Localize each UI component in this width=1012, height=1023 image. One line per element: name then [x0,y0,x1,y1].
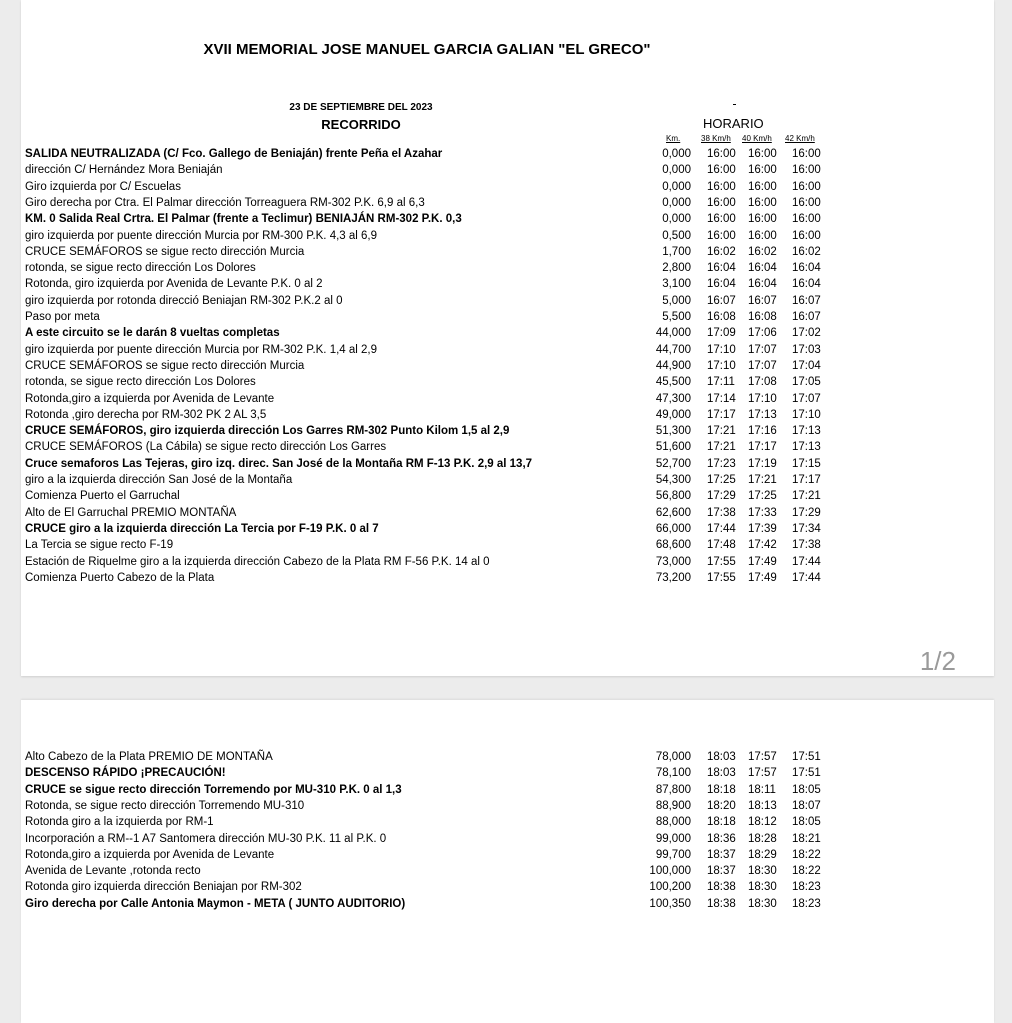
time-42kmh: 17:07 [792,392,821,405]
time-38kmh: 17:38 [707,506,736,519]
time-40kmh: 17:16 [748,425,777,438]
time-38kmh: 17:17 [707,408,736,421]
time-40kmh: 17:06 [748,327,777,340]
route-step-description: CRUCE SEMÁFOROS se sigue recto dirección Murcia [25,359,305,372]
route-step-description: Rotonda,giro a izquierda por Avenida de Levante [25,848,275,861]
route-step-description: Incorporación a RM--1 A7 Santomera dirección MU-30 P.K. 11 al P.K. 0 [25,832,387,845]
distance-km: 51,600 [655,441,691,454]
time-40kmh: 17:42 [748,539,777,552]
table-row [25,162,845,178]
time-38kmh: 16:00 [707,180,736,193]
time-42kmh: 16:04 [792,278,821,291]
time-40kmh: 17:49 [748,555,777,568]
time-42kmh: 17:38 [792,539,821,552]
time-40kmh: 17:33 [748,506,777,519]
time-38kmh: 17:29 [707,490,736,503]
time-42kmh: 18:05 [792,816,821,829]
distance-km: 73,200 [655,571,691,584]
time-40kmh: 17:57 [748,767,777,780]
distance-km: 100,200 [649,881,691,894]
time-42kmh: 17:17 [792,474,821,486]
table-row [25,814,845,830]
time-42kmh: 16:00 [792,229,821,242]
table-row [25,260,845,276]
time-42kmh: 18:21 [792,832,821,845]
time-38kmh: 17:09 [707,327,736,340]
table-row [25,423,845,439]
table-row [25,765,845,781]
time-38kmh: 16:04 [707,262,736,275]
time-40kmh: 18:28 [748,832,777,845]
time-42kmh: 16:00 [792,213,821,226]
table-row [25,749,845,765]
time-38kmh: 17:55 [707,571,736,584]
time-40kmh: 17:39 [748,522,777,535]
route-step-description: Rotonda giro a la izquierda por RM-1 [25,816,214,829]
distance-km: 88,900 [655,799,691,812]
route-step-description: Comienza Puerto el Garruchal [25,490,180,503]
route-step-description: KM. 0 Salida Real Crtra. El Palmar (frente a Teclimur) BENIAJÁN RM-302 P.K. 0,3 [25,213,462,226]
route-step-description: Rotonda,giro a izquierda por Avenida de Levante [25,392,275,405]
time-42kmh: 17:51 [792,767,821,780]
table-row [25,146,845,162]
table-row [25,293,845,309]
distance-km: 54,300 [655,474,691,486]
table-row [25,179,845,195]
distance-km: 56,800 [655,490,691,503]
time-42kmh: 17:13 [792,425,821,438]
time-38kmh: 17:21 [707,441,736,454]
route-step-description: Alto de El Garruchal PREMIO MONTAÑA [25,506,237,519]
table-row [25,211,845,227]
distance-km: 99,000 [655,832,691,845]
column-header-42kmh: 42 Km/h [785,134,815,143]
distance-km: 44,000 [655,327,691,340]
time-42kmh: 18:07 [792,799,821,812]
time-38kmh: 16:00 [707,229,736,242]
time-38kmh: 16:00 [707,213,736,226]
time-40kmh: 17:25 [748,490,777,503]
time-40kmh: 16:00 [748,229,777,242]
time-42kmh: 17:34 [792,522,821,535]
time-42kmh: 17:29 [792,506,821,519]
distance-km: 5,000 [662,294,691,307]
time-38kmh: 18:38 [707,897,736,910]
time-40kmh: 16:08 [748,311,777,323]
table-row [25,391,845,407]
distance-km: 99,700 [655,848,691,861]
time-40kmh: 17:19 [748,457,777,470]
time-38kmh: 18:36 [707,832,736,845]
time-38kmh: 17:10 [707,359,736,372]
time-42kmh: 17:44 [792,555,821,568]
time-38kmh: 17:44 [707,522,736,535]
distance-km: 100,000 [649,865,691,878]
distance-km: 0,000 [662,180,691,193]
distance-km: 78,000 [655,751,691,763]
time-42kmh: 16:00 [792,180,821,193]
time-40kmh: 17:21 [748,474,777,486]
time-38kmh: 16:04 [707,278,736,291]
distance-km: 49,000 [655,408,691,421]
table-row [25,570,845,586]
route-step-description: La Tercia se sigue recto F-19 [25,539,174,552]
distance-km: 2,800 [662,262,691,275]
event-date: 23 DE SEPTIEMBRE DEL 2023 [289,102,433,113]
column-header-38kmh: 38 Km/h [701,134,731,143]
time-40kmh: 18:30 [748,897,777,910]
time-38kmh: 17:11 [707,376,735,389]
route-step-description: Giro derecha por Ctra. El Palmar dirección Torreaguera RM-302 P.K. 6,9 al 6,3 [25,196,425,209]
time-42kmh: 16:00 [792,148,821,160]
table-row [25,407,845,423]
table-row [25,325,845,341]
distance-km: 87,800 [655,783,691,796]
time-40kmh: 17:07 [748,343,777,356]
time-38kmh: 17:10 [707,343,736,356]
time-42kmh: 16:00 [792,196,821,209]
route-step-description: A este circuito se le darán 8 vueltas completas [25,327,280,340]
table-row [25,244,845,260]
time-40kmh: 16:00 [748,148,777,160]
table-row [25,276,845,292]
time-38kmh: 18:20 [707,799,736,812]
distance-km: 66,000 [655,522,691,535]
route-heading: RECORRIDO [321,117,401,132]
route-step-description: Rotonda giro izquierda dirección Beniajan por RM-302 [25,881,302,894]
header-mark [733,104,736,105]
route-step-description: CRUCE SEMÁFOROS (La Cábila) se sigue recto dirección Los Garres [25,441,387,454]
route-step-description: Alto Cabezo de la Plata PREMIO DE MONTAÑA [25,751,273,763]
time-40kmh: 16:00 [748,180,777,193]
time-42kmh: 17:03 [792,343,821,356]
time-38kmh: 18:37 [707,848,736,861]
distance-km: 47,300 [655,392,691,405]
document-page-2 [21,700,994,1023]
time-42kmh: 17:15 [792,457,821,470]
route-step-description: CRUCE se sigue recto dirección Torremendo por MU-310 P.K. 0 al 1,3 [25,783,402,796]
table-row [25,472,845,488]
time-42kmh: 17:44 [792,571,821,584]
schedule-heading: HORARIO [703,116,764,131]
time-40kmh: 16:00 [748,196,777,209]
time-38kmh: 16:00 [707,196,736,209]
time-42kmh: 17:04 [792,359,821,372]
route-step-description: dirección C/ Hernández Mora Beniaján [25,164,223,177]
distance-km: 0,000 [662,213,691,226]
route-step-description: CRUCE SEMÁFOROS se sigue recto dirección Murcia [25,245,305,258]
distance-km: 88,000 [655,816,691,829]
table-row [25,228,845,244]
table-row [25,505,845,521]
time-38kmh: 18:37 [707,865,736,878]
distance-km: 68,600 [655,539,691,552]
route-step-description: Rotonda, giro izquierda por Avenida de Levante P.K. 0 al 2 [25,278,323,291]
table-row [25,537,845,553]
time-38kmh: 18:38 [707,881,736,894]
time-42kmh: 17:13 [792,441,821,454]
time-40kmh: 18:12 [748,816,777,829]
time-42kmh: 18:23 [792,881,821,894]
distance-km: 1,700 [662,245,691,258]
table-row [25,847,845,863]
column-header-40kmh: 40 Km/h [742,134,772,143]
route-step-description: giro a la izquierda dirección San José de la Montaña [25,474,293,486]
table-row [25,782,845,798]
time-38kmh: 17:21 [707,425,736,438]
time-42kmh: 17:05 [792,376,821,389]
table-row [25,439,845,455]
time-38kmh: 18:18 [707,783,736,796]
time-38kmh: 16:00 [707,148,736,160]
time-42kmh: 17:21 [792,490,821,503]
route-step-description: Paso por meta [25,311,100,323]
distance-km: 52,700 [655,457,691,470]
time-42kmh: 18:05 [792,783,821,796]
distance-km: 73,000 [655,555,691,568]
time-38kmh: 16:08 [707,311,736,323]
time-40kmh: 17:13 [748,408,777,421]
table-row [25,554,845,570]
page-indicator: 1/2 [919,646,956,676]
time-40kmh: 16:00 [748,164,777,177]
distance-km: 0,500 [662,229,691,242]
time-42kmh: 16:07 [792,294,821,307]
table-row [25,374,845,390]
column-header-km: Km. [666,134,681,143]
time-38kmh: 18:18 [707,816,736,829]
table-row [25,456,845,472]
document-title: XVII MEMORIAL JOSE MANUEL GARCIA GALIAN "EL GRECO" [203,41,651,58]
time-38kmh: 17:23 [707,457,736,470]
route-step-description: CRUCE SEMÁFOROS, giro izquierda dirección Los Garres RM-302 Punto Kilom 1,5 al 2,9 [25,425,510,438]
time-40kmh: 18:30 [748,865,777,878]
time-40kmh: 17:08 [748,376,777,389]
distance-km: 44,700 [655,343,691,356]
time-38kmh: 16:02 [707,245,736,258]
time-42kmh: 17:51 [792,751,821,763]
route-step-description: giro izquierda por rotonda direcció Beniajan RM-302 P.K.2 al 0 [25,294,343,307]
distance-km: 51,300 [655,425,691,438]
time-38kmh: 16:07 [707,294,736,307]
table-row [25,358,845,374]
route-step-description: Rotonda, se sigue recto dirección Torremendo MU-310 [25,799,305,812]
time-40kmh: 16:07 [748,294,777,307]
route-step-description: Cruce semaforos Las Tejeras, giro izq. direc. San José de la Montaña RM F-13 P.K. 2,9 al 13,7 [25,457,533,470]
route-step-description: DESCENSO RÁPIDO ¡PRECAUCIÓN! [25,767,226,780]
table-row [25,863,845,879]
table-row [25,488,845,504]
route-step-description: rotonda, se sigue recto dirección Los Dolores [25,262,256,275]
time-42kmh: 18:22 [792,865,821,878]
route-step-description: giro izquierda por puente dirección Murcia por RM-300 P.K. 4,3 al 6,9 [25,229,378,242]
time-40kmh: 16:04 [748,278,777,291]
time-38kmh: 18:03 [707,767,736,780]
route-step-description: Giro izquierda por C/ Escuelas [25,180,181,193]
time-42kmh: 18:23 [792,897,821,910]
distance-km: 78,100 [655,767,691,780]
table-row [25,309,845,325]
route-step-description: Rotonda ,giro derecha por RM-302 PK 2 AL 3,5 [25,408,267,421]
table-row [25,831,845,847]
time-38kmh: 17:14 [707,392,736,405]
distance-km: 5,500 [662,311,691,323]
distance-km: 44,900 [655,359,691,372]
distance-km: 45,500 [655,376,691,389]
time-40kmh: 16:00 [748,213,777,226]
time-38kmh: 17:25 [707,474,736,486]
route-step-description: Avenida de Levante ,rotonda recto [25,865,201,878]
table-row [25,879,845,895]
time-40kmh: 16:04 [748,262,777,275]
time-40kmh: 17:10 [748,392,777,405]
distance-km: 0,000 [662,196,691,209]
distance-km: 0,000 [662,164,691,177]
time-40kmh: 18:29 [748,848,777,861]
route-step-description: CRUCE giro a la izquierda dirección La Tercia por F-19 P.K. 0 al 7 [25,522,379,535]
distance-km: 0,000 [662,148,691,160]
time-40kmh: 17:57 [748,751,777,763]
route-step-description: SALIDA NEUTRALIZADA (C/ Fco. Gallego de Beniaján) frente Peña el Azahar [25,148,443,160]
distance-km: 100,350 [649,897,691,910]
table-row [25,195,845,211]
time-42kmh: 16:02 [792,245,821,258]
document-page-1 [21,0,994,676]
time-42kmh: 16:07 [792,311,821,323]
time-40kmh: 18:11 [748,783,776,796]
table-row [25,896,845,912]
route-step-description: Estación de Riquelme giro a la izquierda dirección Cabezo de la Plata RM F-56 P.K. 14 al 0 [25,555,490,568]
table-row [25,798,845,814]
time-40kmh: 17:17 [748,441,777,454]
time-42kmh: 17:10 [792,408,821,421]
table-row [25,521,845,537]
route-step-description: giro izquierda por puente dirección Murcia por RM-302 P.K. 1,4 al 2,9 [25,343,378,356]
table-row [25,342,845,358]
time-42kmh: 18:22 [792,848,821,861]
route-step-description: Comienza Puerto Cabezo de la Plata [25,571,215,584]
time-40kmh: 17:49 [748,571,777,584]
time-42kmh: 17:02 [792,327,821,340]
time-38kmh: 18:03 [707,751,736,763]
time-38kmh: 16:00 [707,164,736,177]
time-40kmh: 18:13 [748,799,777,812]
time-38kmh: 17:48 [707,539,736,552]
time-40kmh: 17:07 [748,359,777,372]
route-step-description: rotonda, se sigue recto dirección Los Dolores [25,376,256,389]
time-38kmh: 17:55 [707,555,736,568]
time-42kmh: 16:04 [792,262,821,275]
distance-km: 3,100 [662,278,691,291]
time-40kmh: 18:30 [748,881,777,894]
route-step-description: Giro derecha por Calle Antonia Maymon - META ( JUNTO AUDITORIO) [25,897,406,910]
time-42kmh: 16:00 [792,164,821,177]
time-40kmh: 16:02 [748,245,777,258]
distance-km: 62,600 [655,506,691,519]
